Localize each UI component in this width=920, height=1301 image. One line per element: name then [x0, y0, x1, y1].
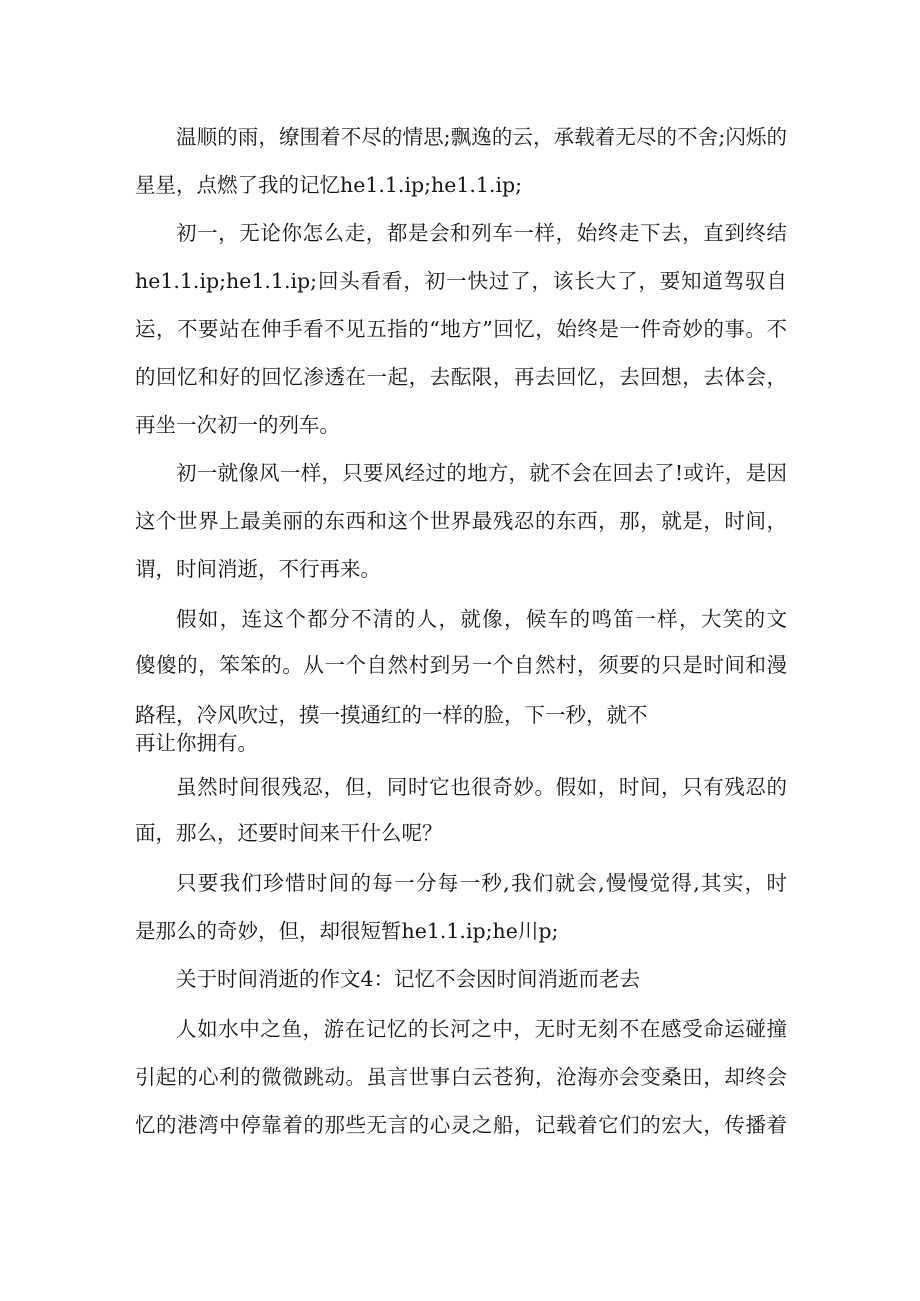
text-line: 路程，冷风吹过，摸一摸通红的一样的脸，下一秒，就不 [135, 703, 648, 727]
text-line: 傻傻的，笨笨的。从一个自然村到另一个自然村，须要的只是时间和漫 [135, 653, 787, 677]
section-heading: 关于时间消逝的作文4：记忆不会因时间消逝而老去 [176, 967, 641, 991]
text-line: 面，那么，还要时间来干什么呢？ [135, 821, 443, 845]
text-line: 运，不要站在伸手看不见五指的“地方”回忆，始终是一件奇妙的事。不 [135, 317, 787, 341]
text-line: he1.1.ip;he1.1.ip;回头看看，初一快过了，该长大了，要知道驾驭自 [135, 269, 787, 293]
text-line: 这个世界上最美丽的东西和这个世界最残忍的东西，那，就是，时间， [135, 509, 787, 533]
text-line: 忆的港湾中停靠着的那些无言的心灵之船，记载着它们的宏大，传播着 [135, 1113, 787, 1137]
text-line: 温顺的雨，缭围着不尽的情思;飘逸的云，承载着无尽的不舍;闪烁的 [176, 125, 787, 149]
text-line: 星星，点燃了我的记忆he1.1.ip;he1.1.ip; [135, 173, 523, 197]
text-line: 是那么的奇妙，但，却很短暂he1.1.ip;he川p; [135, 919, 559, 943]
text-line: 人如水中之鱼，游在记忆的长河之中，无时无刻不在感受命运碰撞 [176, 1017, 787, 1041]
text-line: 谓，时间消逝，不行再来。 [135, 557, 381, 581]
text-line: 引起的心利的微微跳动。虽言世事白云苍狗，沧海亦会变桑田，却终会 [135, 1065, 787, 1089]
text-line: 假如，连这个都分不清的人，就像，候车的鸣笛一样，大笑的文 [176, 607, 787, 631]
text-line: 再坐一次初一的列车。 [135, 413, 340, 437]
text-line: 初一就像风一样，只要风经过的地方，就不会在回去了!或许，是因 [176, 461, 787, 485]
text-line: 只要我们珍惜时间的每一分每一秒,我们就会,慢慢觉得,其实，时 [176, 871, 787, 895]
text-line: 再让你拥有。 [135, 731, 258, 755]
text-line: 虽然时间很残忍，但，同时它也很奇妙。假如，时间，只有残忍的 [176, 775, 787, 799]
text-line: 初一，无论你怎么走，都是会和列车一样，始终走下去，直到终结 [176, 221, 787, 245]
text-line: 的回忆和好的回忆渗透在一起，去酝限，再去回忆，去回想，去体会， [135, 365, 787, 389]
